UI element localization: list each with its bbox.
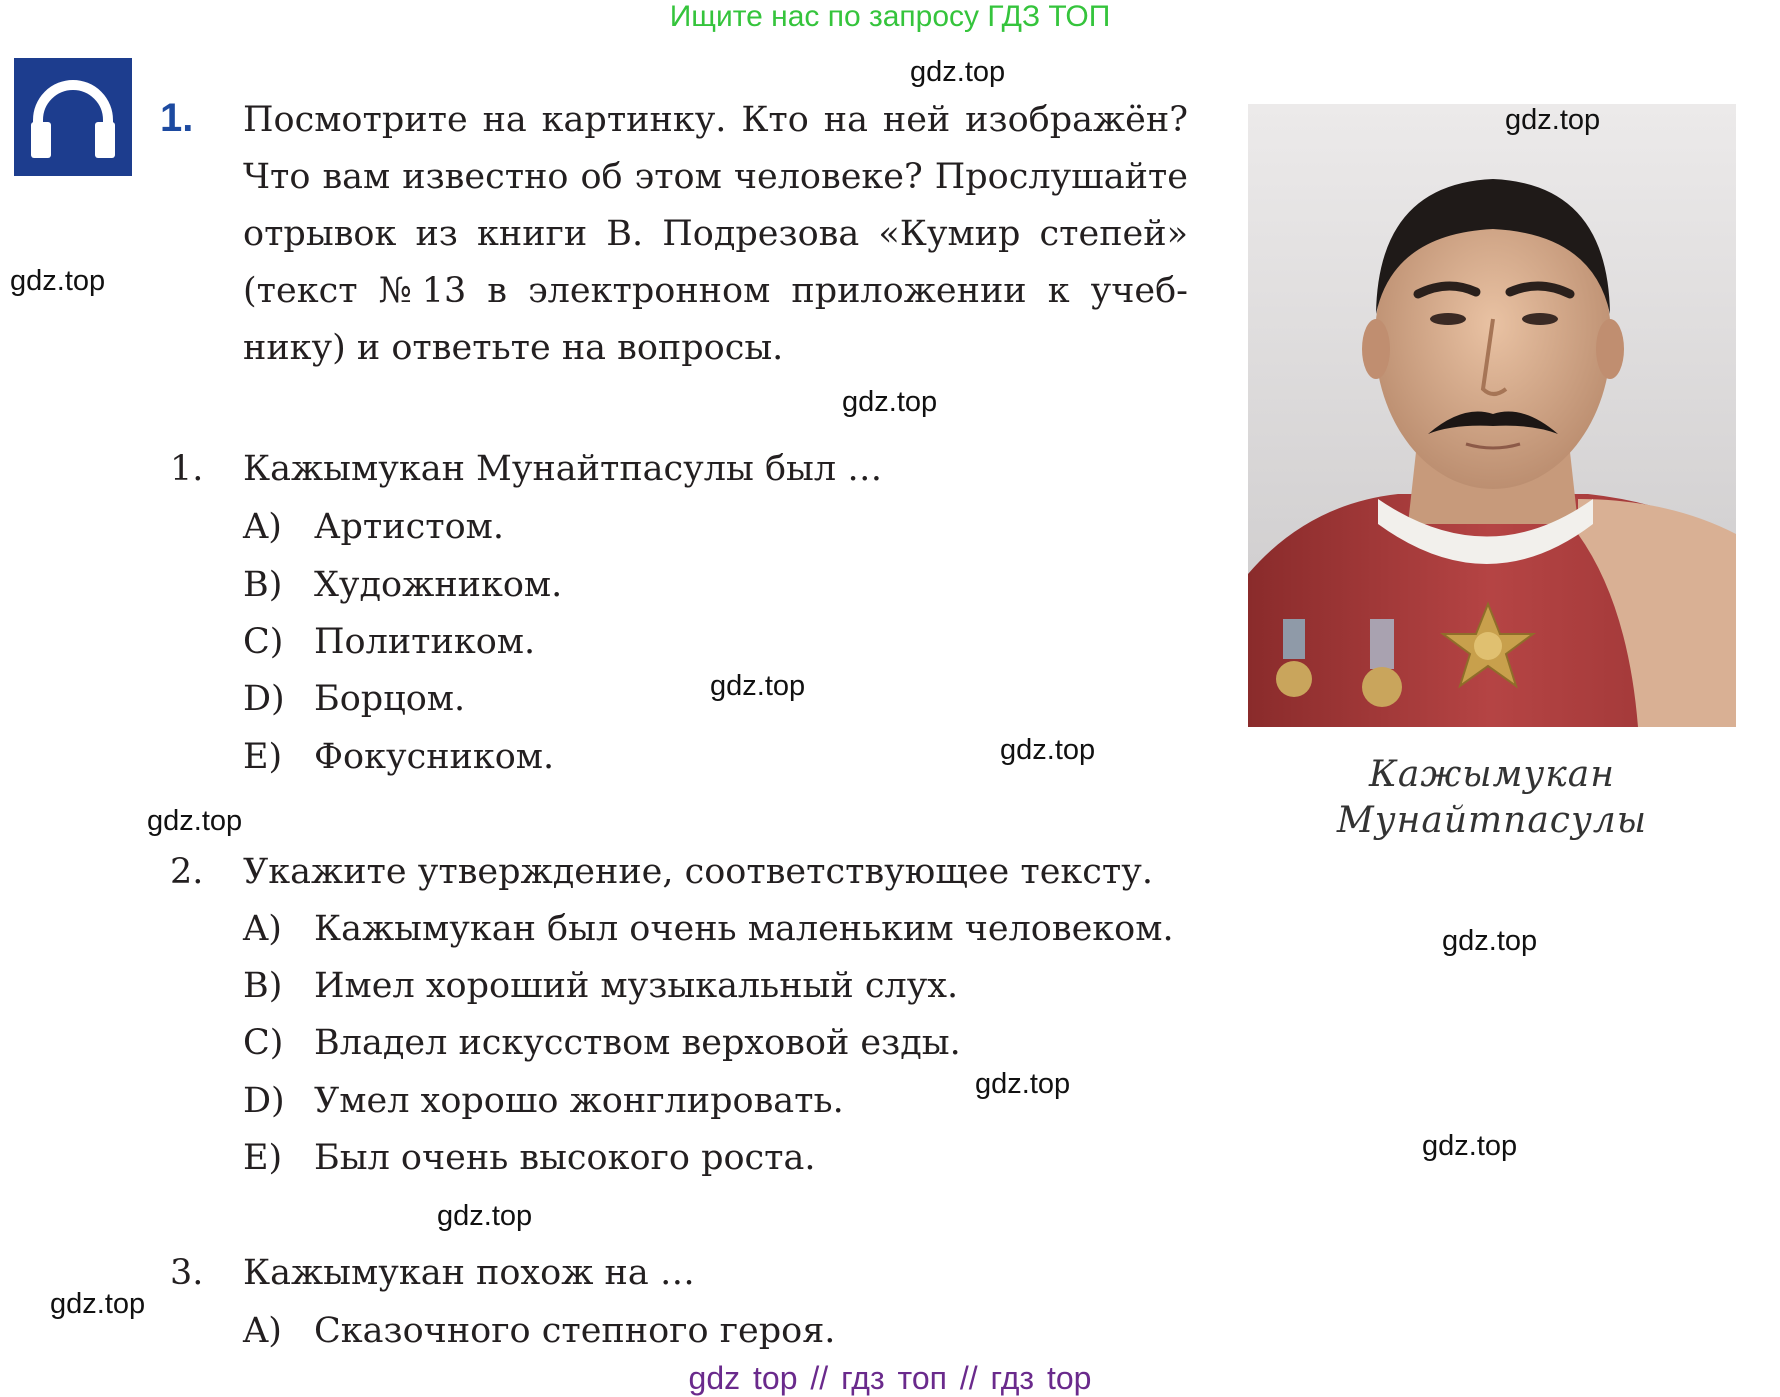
question-text: Кажымукан похож на …	[243, 1253, 695, 1293]
option-letter: E)	[243, 1138, 283, 1178]
watermark: gdz.top	[1000, 734, 1096, 766]
bottom-banner: gdz top // гдз топ // гдз top	[688, 1360, 1092, 1396]
portrait-image	[1248, 104, 1736, 727]
instruction-line: Что вам известно об этом человеке? Прослушайте	[243, 157, 1188, 197]
watermark: gdz.top	[842, 386, 938, 418]
watermark: gdz.top	[910, 56, 1006, 88]
option-letter: C)	[243, 622, 284, 662]
option-text: Сказочного степного героя.	[314, 1311, 836, 1351]
caption-line: Мунайтпасулы	[1336, 800, 1648, 841]
option-text: Кажымукан был очень маленьким человеком.	[314, 909, 1174, 949]
watermark: gdz.top	[975, 1068, 1071, 1100]
option-letter: B)	[243, 966, 283, 1006]
top-banner: Ищите нас по запросу ГДЗ ТОП	[669, 0, 1111, 33]
watermark: gdz.top	[710, 670, 806, 702]
watermark: gdz.top	[437, 1200, 533, 1232]
option-text: Артистом.	[314, 507, 504, 547]
watermark: gdz.top	[50, 1288, 146, 1320]
exercise-instructions	[243, 92, 1188, 377]
option-letter: E)	[243, 737, 283, 777]
instruction-line: нику) и ответьте на вопросы.	[243, 328, 784, 368]
watermark: gdz.top	[1442, 925, 1538, 957]
watermark: gdz.top	[1422, 1130, 1518, 1162]
option-letter: D)	[243, 679, 285, 719]
instruction-line: Посмотрите на картинку. Кто на ней изображён?	[243, 100, 1188, 140]
exercise-number: 1.	[160, 96, 194, 140]
option-letter: D)	[243, 1081, 285, 1121]
option-letter: A)	[243, 507, 282, 547]
option-letter: B)	[243, 565, 283, 605]
watermark: gdz.top	[10, 265, 106, 297]
instruction-line: (текст №13 в электронном приложении к учеб-	[243, 271, 1188, 311]
instruction-line: отрывок из книги В. Подрезова «Кумир степей»	[243, 214, 1188, 254]
watermark: gdz.top	[1505, 104, 1601, 136]
option-text: Был очень высокого роста.	[314, 1138, 816, 1178]
option-text: Умел хорошо жонглировать.	[314, 1081, 844, 1121]
watermark: gdz.top	[147, 805, 243, 837]
option-letter: A)	[243, 1311, 282, 1351]
question-number: 1.	[170, 449, 204, 489]
option-text: Фокусником.	[314, 737, 555, 777]
question-number: 2.	[170, 852, 204, 892]
headphones-icon	[14, 58, 132, 176]
option-text: Политиком.	[314, 622, 536, 662]
option-text: Художником.	[314, 565, 563, 605]
option-letter: C)	[243, 1023, 284, 1063]
option-text: Борцом.	[314, 679, 466, 719]
question-text: Укажите утверждение, соответствующее тексту.	[243, 852, 1153, 892]
question-text: Кажымукан Мунайтпасулы был …	[243, 449, 883, 489]
caption-line: Кажымукан	[1369, 754, 1615, 795]
question-number: 3.	[170, 1253, 204, 1293]
option-text: Имел хороший музыкальный слух.	[314, 966, 959, 1006]
option-letter: A)	[243, 909, 282, 949]
portrait-caption	[1248, 752, 1736, 844]
option-text: Владел искусством верховой езды.	[314, 1023, 961, 1063]
